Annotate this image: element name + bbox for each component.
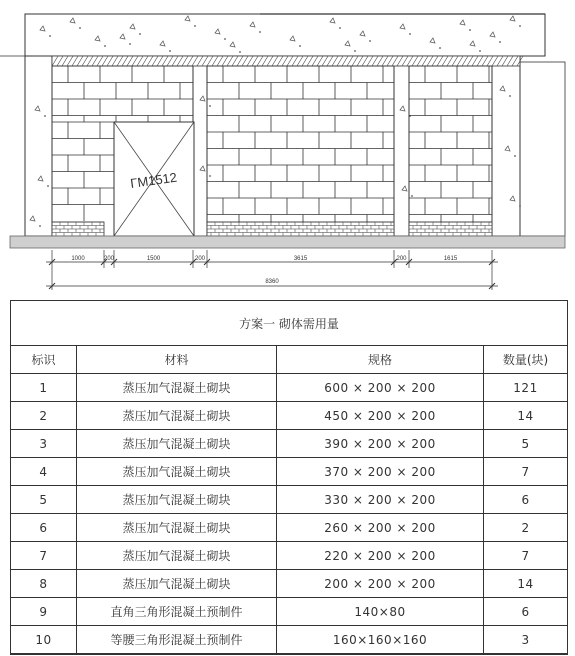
row-material: 蒸压加气混凝土砌块 <box>77 486 277 514</box>
dimension-label: 1500 <box>146 256 161 262</box>
masonry-quantity-table <box>10 300 568 655</box>
dimension-label: 3615 <box>293 256 308 262</box>
row-qty: 14 <box>484 570 568 598</box>
row-id: 9 <box>11 598 77 626</box>
ground-line <box>10 236 565 248</box>
header-spec: 规格 <box>277 346 484 374</box>
row-spec: 450 × 200 × 200 <box>277 402 484 430</box>
row-id: 7 <box>11 542 77 570</box>
row-spec: 140×80 <box>277 598 484 626</box>
row-spec: 160×160×160 <box>277 626 484 655</box>
row-spec: 600 × 200 × 200 <box>277 374 484 402</box>
dimension-label: 200 <box>396 256 407 262</box>
row-spec: 330 × 200 × 200 <box>277 486 484 514</box>
row-material: 蒸压加气混凝土砌块 <box>77 374 277 402</box>
row-spec: 220 × 200 × 200 <box>277 542 484 570</box>
row-qty: 121 <box>484 374 568 402</box>
table-row <box>11 542 568 570</box>
table-row <box>11 430 568 458</box>
row-spec: 200 × 200 × 200 <box>277 570 484 598</box>
concrete-column <box>193 56 207 236</box>
row-id: 5 <box>11 486 77 514</box>
table-row <box>11 486 568 514</box>
concrete-column <box>492 56 520 236</box>
dimension-label: 1000 <box>71 256 85 262</box>
concrete-structure <box>0 14 565 236</box>
dimension-total: 8360 <box>265 279 279 285</box>
table-title: 方案一 砌体需用量 <box>11 301 568 346</box>
row-material: 蒸压加气混凝土砌块 <box>77 570 277 598</box>
table-row <box>11 402 568 430</box>
row-spec: 390 × 200 × 200 <box>277 430 484 458</box>
table-row <box>11 374 568 402</box>
row-material: 直角三角形混凝土预制件 <box>77 598 277 626</box>
dimension-label: 1615 <box>443 256 458 262</box>
row-id: 8 <box>11 570 77 598</box>
dimension-lines <box>46 250 498 290</box>
table-row <box>11 514 568 542</box>
row-id: 10 <box>11 626 77 655</box>
row-material: 蒸压加气混凝土砌块 <box>77 514 277 542</box>
row-material: 蒸压加气混凝土砌块 <box>77 402 277 430</box>
table-row <box>11 570 568 598</box>
row-id: 1 <box>11 374 77 402</box>
beam <box>25 14 545 56</box>
row-material: 蒸压加气混凝土砌块 <box>77 430 277 458</box>
concrete-column <box>394 56 409 236</box>
row-spec: 260 × 200 × 200 <box>277 514 484 542</box>
row-id: 4 <box>11 458 77 486</box>
row-qty: 3 <box>484 626 568 655</box>
door-tag: ΓM1512 <box>129 169 178 192</box>
header-id: 标识 <box>11 346 77 374</box>
row-material: 蒸压加气混凝土砌块 <box>77 542 277 570</box>
table-row <box>11 626 568 655</box>
row-qty: 5 <box>484 430 568 458</box>
door-opening <box>114 122 194 236</box>
row-qty: 6 <box>484 486 568 514</box>
row-material: 等腰三角形混凝土预制件 <box>77 626 277 655</box>
row-qty: 7 <box>484 542 568 570</box>
row-id: 6 <box>11 514 77 542</box>
row-id: 2 <box>11 402 77 430</box>
header-material: 材料 <box>77 346 277 374</box>
table-row <box>11 598 568 626</box>
dimension-label: 200 <box>194 256 206 262</box>
concrete-column <box>25 56 52 236</box>
wall-elevation-drawing <box>0 0 575 292</box>
table-row <box>11 458 568 486</box>
row-qty: 2 <box>484 514 568 542</box>
row-qty: 14 <box>484 402 568 430</box>
dimension-label: 200 <box>103 256 115 262</box>
row-qty: 6 <box>484 598 568 626</box>
row-id: 3 <box>11 430 77 458</box>
row-spec: 370 × 200 × 200 <box>277 458 484 486</box>
header-qty: 数量(块) <box>484 346 568 374</box>
row-material: 蒸压加气混凝土砌块 <box>77 458 277 486</box>
row-qty: 7 <box>484 458 568 486</box>
